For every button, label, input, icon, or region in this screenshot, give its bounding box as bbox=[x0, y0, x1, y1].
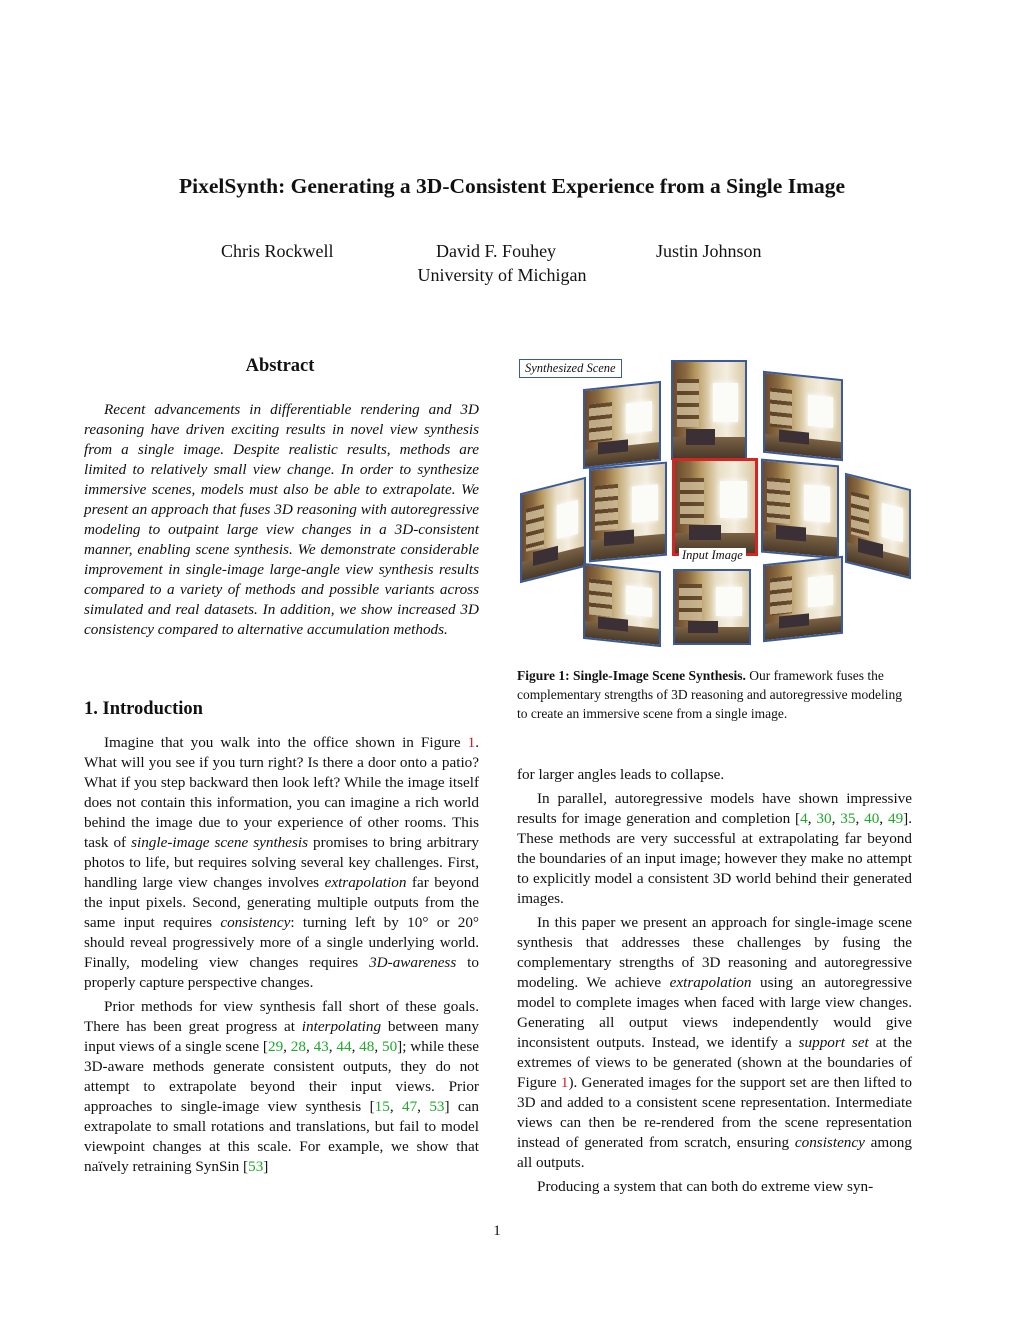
citation[interactable]: 30 bbox=[816, 810, 832, 827]
synthesized-view bbox=[583, 563, 661, 647]
citation[interactable]: 43 bbox=[313, 1038, 329, 1055]
intro-paragraph-3: In parallel, autoregressive models have shown impressive results for image generation and completion [4, 30, 35, 40, 49]. These methods are very successful at extrapolating far beyond the boundaries of an input image; however they make no attempt to explicitly model a consistent 3D world behind their generated images. bbox=[517, 790, 913, 907]
intro-paragraph-1: Imagine that you walk into the office shown in Figure 1. What will you see if you turn right? Is there a door onto a patio? What if you step backward then look left? While the image itself does not contain this information, you can imagine a rich world behind the image due to your experience of other rooms. This task of single-image scene synthesis promises to bring arbitrary photos to life, but requires solving several key challenges. First, handling large view changes involves extrapolation far beyond the input pixels. Second, generating multiple outputs from the same input requires consistency: turning left by 10° or 20° should reveal progressively more of a single underlying world. Finally, modeling view changes requires 3D-awareness to properly capture perspective changes. bbox=[84, 734, 479, 991]
synthesized-view bbox=[763, 556, 843, 642]
right-column-body bbox=[517, 765, 912, 1197]
intro-paragraph-continued: for larger angles leads to collapse. bbox=[517, 766, 725, 783]
left-column-body bbox=[84, 733, 479, 1177]
input-image-label: Input Image bbox=[679, 548, 746, 563]
synthesized-view bbox=[589, 462, 667, 563]
synthesized-view bbox=[583, 381, 661, 469]
abstract-text bbox=[84, 400, 479, 640]
figure-ref[interactable]: 1 bbox=[467, 734, 476, 751]
synthesized-view bbox=[763, 371, 843, 461]
citation[interactable]: 49 bbox=[887, 810, 904, 827]
author-2: David F. Fouhey bbox=[436, 241, 557, 261]
figure-caption bbox=[517, 666, 912, 723]
citation[interactable]: 15 bbox=[374, 1098, 390, 1115]
citation[interactable]: 35 bbox=[840, 810, 856, 827]
affiliation: University of Michigan bbox=[417, 265, 587, 285]
intro-paragraph-4: In this paper we present an approach for single-image scene synthesis that addresses these challenges by fusing the complementary strengths of 3D reasoning and autoregressive modeling. We achieve extrapolation using an autoregressive model to complete images when faced with large view changes. Generating all output views independently would give inconsistent outputs. Instead, we identify a support set at the extremes of views to be generated (shown at the boundaries of Figure 1). Generated images for the support set are then lifted to 3D and added to a consistent scene representation. Intermediate views can then be re-rendered from the scene representation instead of generated from scratch, ensuring consistency among all outputs. bbox=[517, 914, 913, 1171]
citation[interactable]: 4 bbox=[800, 810, 808, 827]
citation[interactable]: 47 bbox=[401, 1098, 418, 1115]
introduction-heading: 1. Introduction bbox=[84, 699, 203, 719]
intro-paragraph-5: Producing a system that can both do extreme view syn- bbox=[537, 1178, 874, 1195]
paper-title: PixelSynth: Generating a 3D-Consistent Experience from a Single Image bbox=[178, 174, 846, 198]
input-image bbox=[672, 458, 758, 556]
citation[interactable]: 48 bbox=[359, 1038, 375, 1055]
synthesized-view bbox=[845, 473, 911, 579]
figure-ref[interactable]: 1 bbox=[560, 1074, 569, 1091]
citation[interactable]: 28 bbox=[290, 1038, 306, 1055]
caption-text: Our framework fuses the complementary strengths of 3D reasoning and autoregressive modeling to create an immersive scene from a single image. bbox=[517, 668, 903, 721]
citation[interactable]: 40 bbox=[864, 810, 880, 827]
citation[interactable]: 29 bbox=[267, 1038, 284, 1055]
synthesized-view bbox=[673, 569, 751, 645]
citation[interactable]: 53 bbox=[248, 1158, 264, 1175]
synthesized-view bbox=[671, 360, 747, 460]
abstract-paragraph: Recent advancements in differentiable rendering and 3D reasoning have driven exciting results in novel view synthesis from a single image. Despite realistic results, methods are limited to relatively small view change. In order to synthesize immersive scenes, models must also be able to extrapolate. We present an approach that fuses 3D reasoning with autoregressive modeling to outpaint large view changes in a 3D-consistent manner, enabling scene synthesis. We demonstrate considerable improvement in single-image large-angle view synthesis results compared to a variety of methods and possible variants across simulated and real datasets. In addition, we show increased 3D consistency compared to alternative accumulation methods. bbox=[84, 401, 479, 638]
citation[interactable]: 50 bbox=[381, 1038, 398, 1055]
synthesized-view bbox=[761, 459, 839, 560]
author-1: Chris Rockwell bbox=[221, 241, 334, 261]
citation[interactable]: 53 bbox=[429, 1098, 445, 1115]
caption-title: Figure 1: Single-Image Scene Synthesis. bbox=[517, 668, 746, 683]
author-3: Justin Johnson bbox=[656, 241, 762, 261]
figure-1 bbox=[517, 355, 912, 645]
synthesized-view bbox=[520, 477, 586, 583]
intro-paragraph-2: Prior methods for view synthesis fall short of these goals. There has been great progress at interpolating between many input views of a single scene [29, 28, 43, 44, 48, 50]; while these 3D-aware methods generate consistent outputs, they do not attempt to extrapolate beyond their input views. Prior approaches to single-image view synthesis [15, 47, 53] can extrapolate to small rotations and translations, but fail to model viewpoint changes at this scale. For example, we show that naïvely retraining SynSin [53] bbox=[84, 998, 480, 1175]
citation[interactable]: 44 bbox=[336, 1038, 352, 1055]
synthesized-scene-label: Synthesized Scene bbox=[519, 359, 622, 378]
page-number: 1 bbox=[493, 1223, 501, 1239]
abstract-heading: Abstract bbox=[245, 356, 315, 376]
